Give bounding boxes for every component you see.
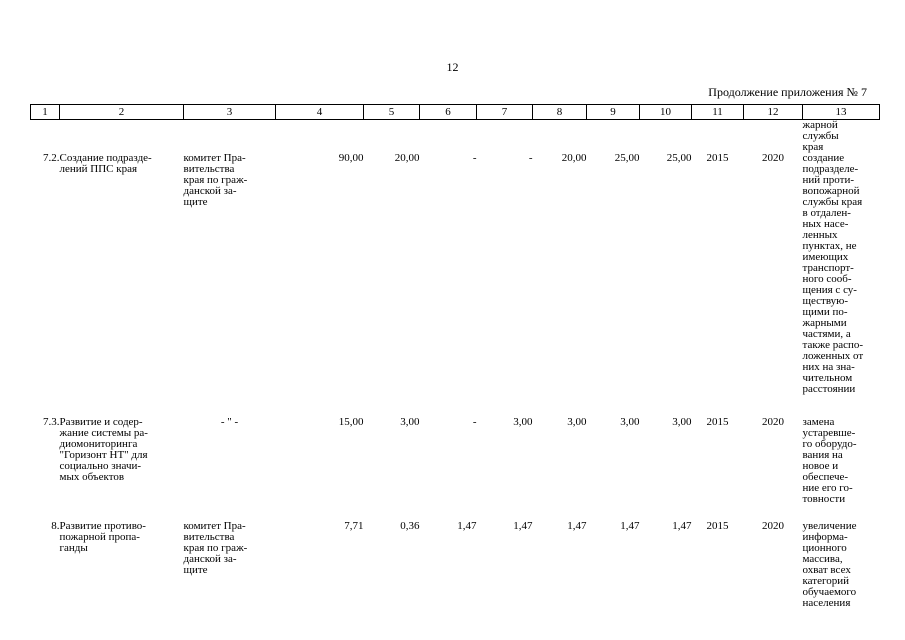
amount-col9: 25,00 [614, 152, 640, 164]
table-header-row [31, 105, 880, 120]
continuation-row [31, 120, 880, 154]
executor: комитет Пра- вительства края по граж- данской за- щите [183, 152, 248, 208]
start-year: 2015 [706, 520, 729, 532]
header-cell: 8 [533, 105, 587, 120]
amount-col8: 3,00 [567, 416, 587, 428]
amount-col9: 3,00 [620, 416, 640, 428]
header-cell: 13 [803, 105, 880, 120]
header-cell: 4 [276, 105, 364, 120]
amount-col7: - [528, 152, 533, 164]
start-year: 2015 [706, 416, 729, 428]
amount-col5: 0,36 [400, 520, 420, 532]
amount-col7: 3,00 [513, 416, 533, 428]
total-amount: 7,71 [344, 520, 364, 532]
header-cell: 2 [60, 105, 184, 120]
end-year: 2020 [762, 416, 784, 428]
executor: - " - [220, 416, 239, 428]
amount-col5: 3,00 [400, 416, 420, 428]
expected-result: увеличение информа- ционного массива, охват всех категорий обучаемого населения [802, 520, 857, 609]
total-amount: 90,00 [338, 152, 364, 164]
end-year: 2020 [762, 520, 784, 532]
item-number: 7.3. [43, 416, 60, 428]
header-cell: 12 [744, 105, 803, 120]
table-row [31, 153, 880, 417]
amount-col7: 1,47 [513, 520, 533, 532]
appendix-continuation-note: Продолжение приложения № 7 [708, 85, 867, 99]
amount-col10: 3,00 [672, 416, 692, 428]
end-year: 2020 [762, 152, 784, 164]
header-cell: 1 [31, 105, 60, 120]
table-row [31, 521, 880, 609]
measure-name: Развитие и содер- жание системы ра- диомониторинга "Горизонт НТ" для социально значи- мых объектов [59, 416, 148, 483]
header-cell: 10 [640, 105, 692, 120]
amount-col10: 25,00 [666, 152, 692, 164]
page-number: 12 [446, 60, 459, 74]
executor: комитет Пра- вительства края по граж- данской за- щите [183, 520, 248, 576]
expected-result: замена устаревше- го оборудо- вания на новое и обеспече- ние его го- товности [802, 416, 857, 505]
header-cell: 3 [184, 105, 276, 120]
item-number: 7.2. [43, 152, 60, 164]
header-cell: 5 [364, 105, 420, 120]
amount-col10: 1,47 [672, 520, 692, 532]
total-amount: 15,00 [338, 416, 364, 428]
start-year: 2015 [706, 152, 729, 164]
measure-name: Развитие противо- пожарной пропа- ганды [59, 520, 146, 554]
amount-col6: - [472, 416, 477, 428]
item-number: 8. [51, 520, 60, 532]
amount-col5: 20,00 [394, 152, 420, 164]
amount-col6: 1,47 [457, 520, 477, 532]
appendix-table [30, 104, 880, 609]
header-cell: 6 [420, 105, 477, 120]
amount-col8: 1,47 [567, 520, 587, 532]
table-row [31, 417, 880, 521]
amount-col8: 20,00 [561, 152, 587, 164]
continued-result-text: жарной службы края [802, 119, 839, 153]
amount-col6: - [472, 152, 477, 164]
header-cell: 11 [692, 105, 744, 120]
expected-result: создание подразделе- ний проти- вопожарной службы края в отдален- ных насе- ленных пунктах, не имеющих транспорт- ного сооб- щения с су- ществую- щими по- жарными частями, а также распо- ложенных от них на зна- чительном расстоянии [802, 152, 864, 395]
header-cell: 7 [477, 105, 533, 120]
header-cell: 9 [587, 105, 640, 120]
amount-col9: 1,47 [620, 520, 640, 532]
measure-name: Создание подразде- лений ППС края [59, 152, 152, 175]
